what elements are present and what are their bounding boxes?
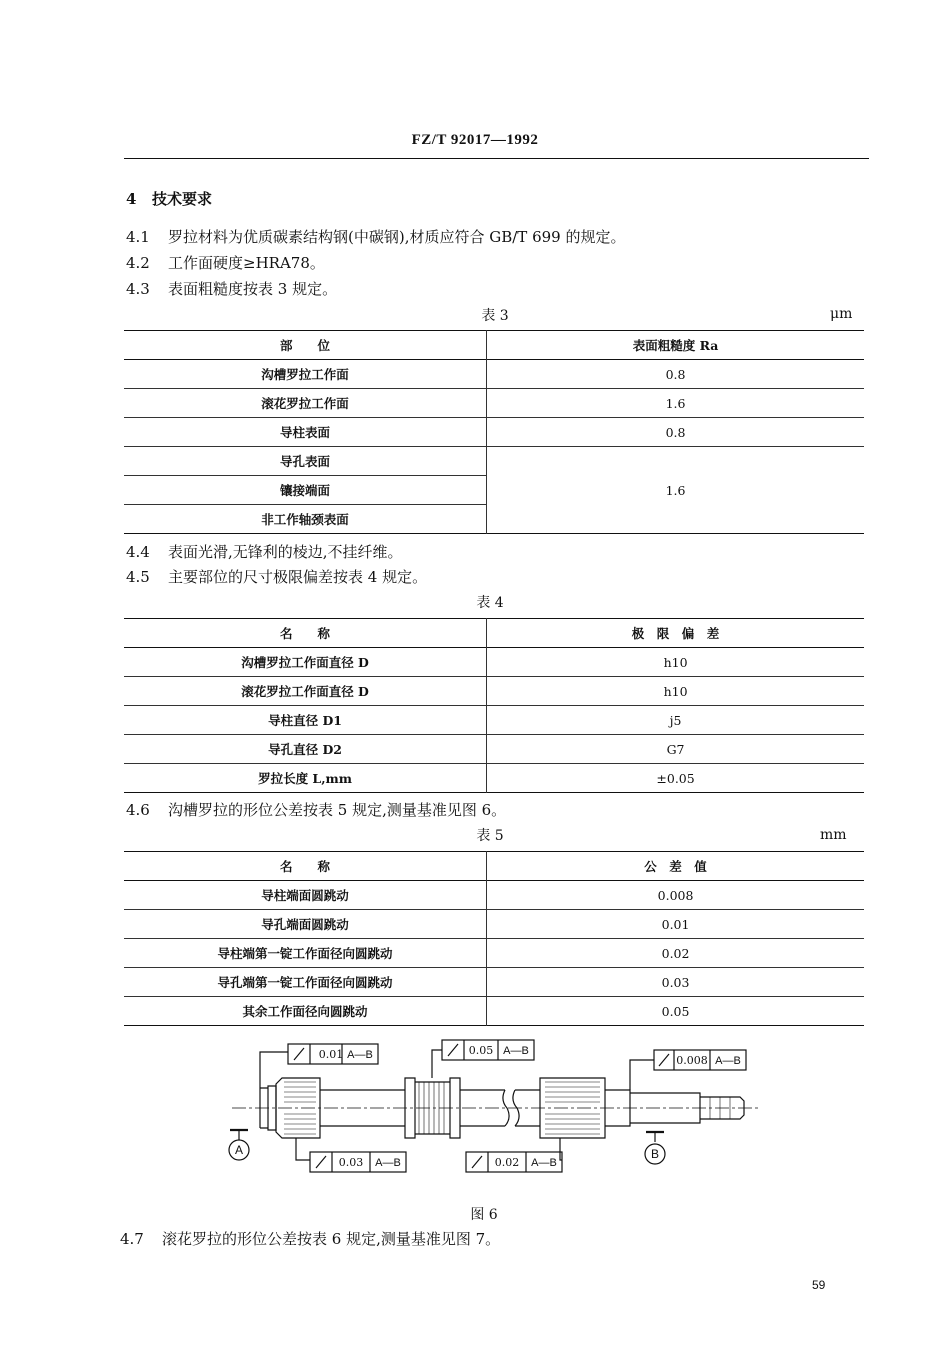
table-row xyxy=(124,968,864,997)
table4-cell-value: h10 xyxy=(663,683,688,699)
table4-cell-value: h10 xyxy=(663,654,688,670)
table5-cell-value: 0.01 xyxy=(661,916,690,932)
table-row xyxy=(124,764,864,793)
table-row xyxy=(124,418,864,447)
table3-cell-value: 0.8 xyxy=(665,424,686,440)
table3-cell-part: 滚花罗拉工作面 xyxy=(124,389,487,418)
frame-datum: A—B xyxy=(715,1055,741,1067)
table5-cell-value: 0.02 xyxy=(661,945,690,961)
table-row xyxy=(124,881,864,910)
table5-cell-name: 导柱端面圆跳动 xyxy=(124,881,487,910)
clause-number: 4.1 xyxy=(126,228,150,246)
table4 xyxy=(124,618,864,793)
table3-cell-part: 导柱表面 xyxy=(124,418,487,447)
table3-cell-part: 沟槽罗拉工作面 xyxy=(124,360,487,389)
table-row xyxy=(124,389,864,418)
table-row xyxy=(124,706,864,735)
table3-unit: μm xyxy=(830,306,853,322)
table4-cell-name: 罗拉长度 L,mm xyxy=(124,764,487,793)
table3-cell-part: 导孔表面 xyxy=(124,447,487,476)
clause-4-5 xyxy=(126,566,427,587)
table5-cell-name: 导柱端第一锭工作面径向圆跳动 xyxy=(124,939,487,968)
table3-cell-value: 0.8 xyxy=(665,366,686,382)
table5-caption: 表 5 xyxy=(476,828,504,844)
table4-header-deviation: 极 限 偏 差 xyxy=(631,626,720,641)
clause-4-6 xyxy=(126,799,506,820)
clause-text: 沟槽罗拉的形位公差按表 5 规定,测量基准见图 6。 xyxy=(168,801,507,819)
clause-4-3 xyxy=(126,278,337,299)
table5-unit: mm xyxy=(820,827,847,843)
frame-datum: A—B xyxy=(503,1045,529,1057)
table5-header-name: 名 称 xyxy=(124,852,487,881)
table-row xyxy=(124,910,864,939)
table3-cell-part: 非工作轴颈表面 xyxy=(124,505,487,534)
table5-cell-name: 导孔端面圆跳动 xyxy=(124,910,487,939)
frame-value: 0.02 xyxy=(494,1156,520,1169)
table5-cell-value: 0.03 xyxy=(661,974,690,990)
table3-cell-value: 1.6 xyxy=(665,395,686,411)
standard-code: FZ/T 92017—1992 xyxy=(411,132,539,148)
table5-cell-value: 0.05 xyxy=(661,1003,690,1019)
table-row xyxy=(124,447,864,476)
table3-cell-value-merged: 1.6 xyxy=(665,482,686,498)
frame-datum: A—B xyxy=(531,1157,557,1169)
table4-caption: 表 4 xyxy=(476,595,504,611)
table-row xyxy=(124,360,864,389)
clause-text: 主要部位的尺寸极限偏差按表 4 规定。 xyxy=(168,568,428,586)
clause-4-4 xyxy=(126,541,403,562)
datum-a-label: A xyxy=(234,1143,243,1157)
table4-cell-name: 滚花罗拉工作面直径 D xyxy=(124,677,487,706)
frame-value: 0.008 xyxy=(676,1054,708,1067)
table4-cell-name: 沟槽罗拉工作面直径 D xyxy=(124,648,487,677)
table5-header-tolerance: 公 差 值 xyxy=(644,859,707,874)
clause-number: 4.3 xyxy=(126,280,150,298)
clause-text: 工作面硬度≥HRA78。 xyxy=(168,254,325,272)
table5-cell-name: 其余工作面径向圆跳动 xyxy=(124,997,487,1026)
table4-cell-value: j5 xyxy=(669,712,682,728)
section-title: 技术要求 xyxy=(152,190,213,208)
table-row xyxy=(124,735,864,764)
header-rule xyxy=(124,158,869,159)
clause-4-1 xyxy=(126,226,625,247)
table3-header-roughness: 表面粗糙度 Ra xyxy=(632,338,719,353)
section-heading xyxy=(126,188,212,209)
clause-4-7 xyxy=(120,1228,500,1249)
table4-cell-value: ±0.05 xyxy=(656,770,695,786)
table-row xyxy=(124,939,864,968)
table-row xyxy=(124,677,864,706)
clause-number: 4.2 xyxy=(126,254,150,272)
frame-value: 0.03 xyxy=(338,1156,364,1169)
table5-cell-value: 0.008 xyxy=(657,887,694,903)
table4-cell-value: G7 xyxy=(666,741,685,757)
frame-datum: A—B xyxy=(347,1049,373,1061)
clause-number: 4.4 xyxy=(126,543,150,561)
clause-text: 罗拉材料为优质碳素结构钢(中碳钢),材质应符合 GB/T 699 的规定。 xyxy=(168,228,626,246)
frame-datum: A—B xyxy=(375,1157,401,1169)
clause-text: 表面光滑,无锋利的棱边,不挂纤维。 xyxy=(168,543,403,561)
table4-cell-name: 导柱直径 D1 xyxy=(124,706,487,735)
table3-header-part: 部 位 xyxy=(124,331,487,360)
clause-text: 滚花罗拉的形位公差按表 6 规定,测量基准见图 7。 xyxy=(162,1230,501,1248)
table3-caption: 表 3 xyxy=(481,308,509,324)
clause-number: 4.7 xyxy=(120,1230,144,1248)
clause-text: 表面粗糙度按表 3 规定。 xyxy=(168,280,338,298)
table3-cell-part: 镶接端面 xyxy=(124,476,487,505)
table4-cell-name: 导孔直径 D2 xyxy=(124,735,487,764)
table5-cell-name: 导孔端第一锭工作面径向圆跳动 xyxy=(124,968,487,997)
clause-number: 4.5 xyxy=(126,568,150,586)
frame-value: 0.01 xyxy=(318,1048,344,1061)
clause-4-2 xyxy=(126,252,325,273)
page-number: 59 xyxy=(812,1278,826,1292)
table-row xyxy=(124,648,864,677)
table4-header-name: 名 称 xyxy=(124,619,487,648)
figure6-caption: 图 6 xyxy=(470,1207,498,1223)
clause-number: 4.6 xyxy=(126,801,150,819)
frame-value: 0.05 xyxy=(468,1044,494,1057)
table-row xyxy=(124,997,864,1026)
datum-b-label: B xyxy=(650,1147,659,1161)
section-number: 4 xyxy=(126,190,137,208)
table5 xyxy=(124,851,864,1026)
table3 xyxy=(124,330,864,534)
